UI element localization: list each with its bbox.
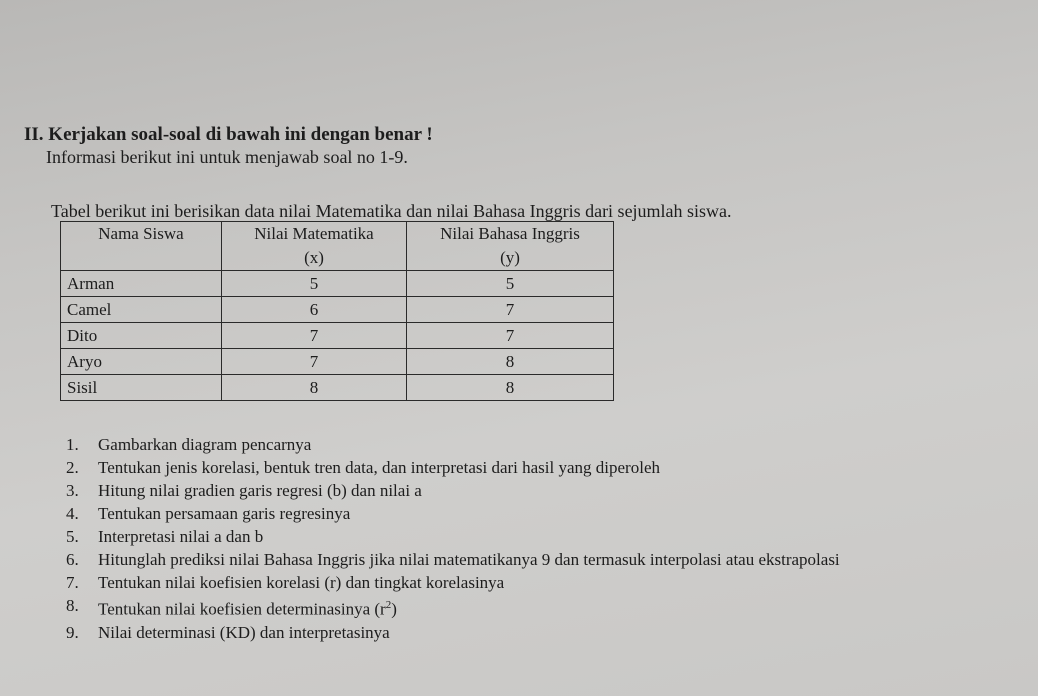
question-text: Nilai determinasi (KD) dan interpretasinya (98, 622, 390, 642)
cell-english: 7 (407, 297, 614, 323)
question-number: 5. (66, 527, 79, 546)
cell-english: 7 (407, 323, 614, 349)
question-text-suffix: ) (391, 599, 397, 619)
question-text: Hitunglah prediksi nilai Bahasa Inggris jika nilai matematikanya 9 dan termasuk interpolasi atau ekstrapolasi (98, 550, 840, 569)
header-math-score (222, 222, 407, 271)
table-caption: Tabel berikut ini berisikan data nilai Matematika dan nilai Bahasa Inggris dari sejumlah siswa. (51, 201, 732, 221)
cell-math: 7 (222, 323, 407, 349)
question-list (66, 433, 991, 644)
table-row (61, 323, 614, 349)
cell-english: 8 (407, 349, 614, 375)
cell-math: 8 (222, 375, 407, 401)
section-heading: II. Kerjakan soal-soal di bawah ini dengan benar ! (24, 124, 433, 145)
cell-name: Arman (61, 271, 222, 297)
question-number: 2. (66, 458, 79, 477)
table-header-row (61, 222, 614, 271)
header-line: Nilai Bahasa Inggris (440, 224, 580, 243)
list-item (66, 594, 991, 621)
header-variable: (y) (500, 248, 520, 267)
question-text: Tentukan nilai koefisien korelasi (r) dan tingkat korelasinya (98, 573, 505, 592)
list-item (66, 456, 991, 479)
cell-name: Dito (61, 323, 222, 349)
cell-math: 5 (222, 271, 407, 297)
list-item (66, 502, 991, 525)
header-line: Nama Siswa (98, 224, 184, 243)
section-intro: Informasi berikut ini untuk menjawab soal no 1-9. (46, 147, 408, 167)
superscript: 2 (385, 599, 392, 611)
header-english-score (407, 222, 614, 271)
question-number: 1. (66, 435, 79, 454)
table-row (61, 297, 614, 323)
list-item (66, 571, 991, 594)
list-item (66, 548, 991, 571)
question-number: 6. (66, 550, 79, 569)
question-text: Hitung nilai gradien garis regresi (b) dan nilai a (98, 481, 422, 500)
cell-math: 7 (222, 349, 407, 375)
question-text: Tentukan persamaan garis regresinya (98, 504, 351, 523)
question-text: Tentukan jenis korelasi, bentuk tren data, dan interpretasi dari hasil yang diperoleh (98, 458, 660, 477)
question-number: 7. (66, 573, 79, 592)
question-number: 3. (66, 481, 79, 500)
cell-math: 6 (222, 297, 407, 323)
question-number: 4. (66, 504, 79, 523)
list-item (66, 479, 991, 502)
cell-name: Sisil (61, 375, 222, 401)
question-number: 8. (66, 596, 79, 615)
header-variable: (x) (304, 248, 324, 267)
header-student-name (61, 222, 222, 271)
cell-english: 8 (407, 375, 614, 401)
question-text: Gambarkan diagram pencarnya (98, 435, 312, 454)
question-text: Interpretasi nilai a dan b (98, 527, 264, 546)
table-row (61, 349, 614, 375)
list-item (66, 525, 991, 548)
table-row (61, 271, 614, 297)
question-text-group (98, 594, 991, 621)
header-line: Nilai Matematika (254, 224, 374, 243)
list-item (66, 621, 991, 644)
list-item (66, 433, 991, 456)
cell-english: 5 (407, 271, 614, 297)
student-scores-table (60, 221, 614, 401)
cell-name: Camel (61, 297, 222, 323)
question-text: Tentukan nilai koefisien determinasinya (r (98, 599, 386, 619)
table-row (61, 375, 614, 401)
question-number: 9. (66, 622, 79, 642)
cell-name: Aryo (61, 349, 222, 375)
